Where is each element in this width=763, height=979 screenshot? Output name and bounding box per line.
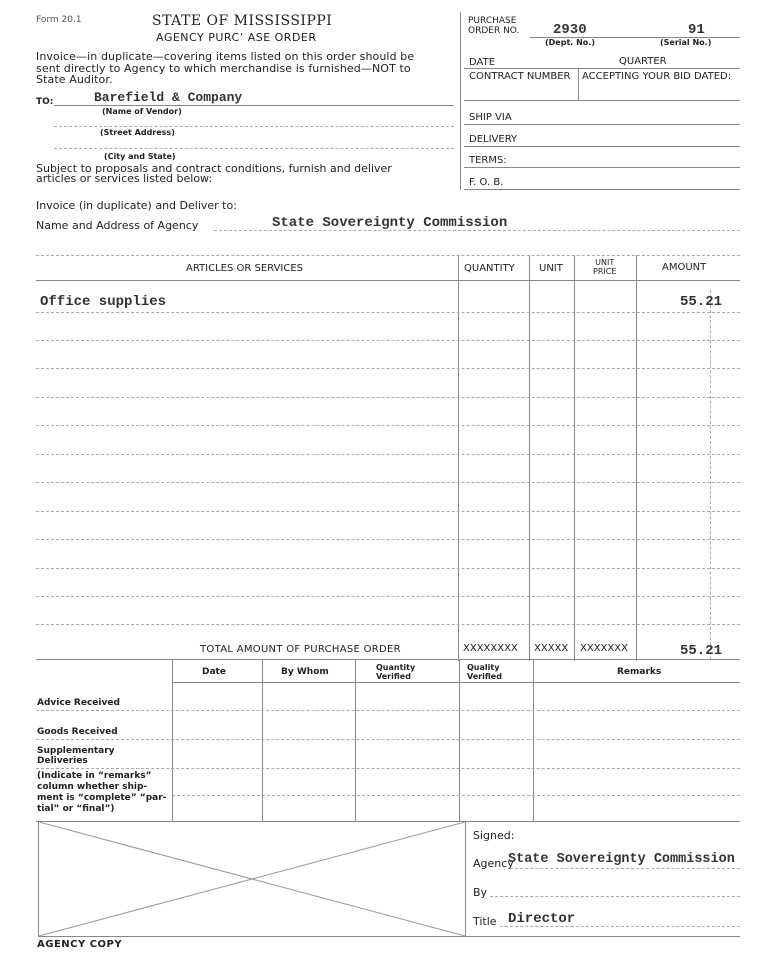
vendor-name: Barefield & Company — [94, 90, 243, 105]
sig-agency-label: Agency — [473, 857, 514, 870]
sig-agency-line — [510, 868, 740, 869]
delivery-label: DELIVERY — [469, 134, 518, 145]
accepting-bid-label: ACCEPTING YOUR BID DATED: — [582, 71, 732, 82]
vendor-name-line — [54, 105, 454, 106]
goods-received-label: Goods Received — [37, 727, 118, 737]
receipt-note-line: ment is “complete” “par- — [37, 793, 167, 803]
items-header-line — [36, 280, 740, 281]
agency-copy-label: AGENCY COPY — [37, 939, 123, 950]
form-id: Form 20.1 — [36, 15, 82, 25]
invoice-note-line: sent directly to Agency to which merchandise is furnished—NOT to — [36, 62, 411, 75]
receipt-by-header: By Whom — [281, 667, 329, 677]
sig-agency-value: State Sovereignty Commission — [508, 852, 735, 867]
sig-title-label: Title — [473, 915, 497, 928]
contract-number-label: CONTRACT NUMBER — [469, 71, 571, 82]
receipt-col-remarks — [533, 660, 534, 822]
unit-price-header — [593, 258, 616, 276]
item-row-line — [36, 397, 740, 398]
item-row-line — [36, 539, 740, 540]
invoice-deliver-label: Invoice (in duplicate) and Deliver to: — [36, 199, 237, 212]
receipt-qty-header — [376, 663, 415, 681]
street-label: (Street Address) — [100, 128, 175, 137]
amount-header: AMOUNT — [662, 262, 707, 273]
receipt-qty-header-line: Quantity — [376, 663, 416, 672]
invoice-note-line: State Auditor. — [36, 73, 113, 86]
item-row-line — [36, 340, 740, 341]
city-line — [54, 148, 454, 149]
col-line-amount — [636, 255, 637, 661]
item-row-line — [36, 425, 740, 426]
po-label — [468, 16, 519, 36]
receipt-row-line — [36, 739, 740, 740]
invoice-note — [36, 50, 454, 86]
receipt-date-header: Date — [202, 667, 226, 677]
state-title: STATE OF MISSISSIPPI — [152, 13, 333, 29]
ship-via-line — [464, 124, 740, 125]
sig-bottom-line — [464, 936, 740, 937]
receipt-qty-header-line: Verified — [376, 672, 411, 681]
item-row-line — [36, 596, 740, 597]
terms-line — [464, 167, 740, 168]
date-label: DATE — [469, 57, 496, 68]
col-line-price — [574, 255, 575, 661]
agency-label: Name and Address of Agency — [36, 219, 199, 232]
sig-by-line — [490, 896, 740, 897]
total-line — [36, 659, 740, 660]
contract-line — [464, 100, 740, 101]
items-top-line — [36, 255, 740, 256]
receipt-note-line: tial” or “final”) — [37, 804, 115, 814]
item-amount: 55.21 — [680, 294, 723, 310]
street-line — [54, 126, 454, 127]
item-row-line — [36, 511, 740, 512]
contract-divider — [578, 68, 579, 100]
supplementary-label-line: Supplementary — [37, 746, 115, 756]
stamp-box-cross — [39, 822, 465, 936]
to-label: TO: — [36, 97, 54, 107]
articles-header: ARTICLES OR SERVICES — [186, 263, 304, 274]
item-row-line — [36, 368, 740, 369]
total-price-mask: XXXXXXX — [580, 643, 628, 654]
receipt-col-qty — [355, 660, 356, 822]
date-line — [464, 68, 740, 69]
ship-via-label: SHIP VIA — [469, 112, 512, 123]
item-row-line — [36, 624, 740, 625]
receipt-note-line: column whether ship- — [37, 782, 148, 792]
subject-note-line: articles or services listed below: — [36, 172, 213, 185]
stamp-box — [38, 822, 466, 937]
receipt-col-date — [172, 660, 173, 822]
unit-price-header-line: PRICE — [593, 267, 617, 276]
receipt-quality-header-line: Verified — [467, 672, 502, 681]
header-divider — [460, 12, 461, 190]
col-line-quantity — [458, 255, 459, 661]
unit-price-header-line: UNIT — [595, 258, 615, 267]
receipt-row-line — [172, 795, 740, 796]
subject-note-line: Subject to proposals and contract conditions, furnish and deliver — [36, 162, 392, 175]
total-amount: 55.21 — [680, 643, 723, 659]
unit-header: UNIT — [539, 263, 563, 274]
receipt-quality-header-line: Quality — [467, 663, 500, 672]
signed-label: Signed: — [473, 829, 515, 842]
delivery-line — [464, 146, 740, 147]
subject-note — [36, 162, 454, 185]
form-title: AGENCY PURC’ ASE ORDER — [156, 31, 317, 44]
receipt-col-by — [262, 660, 263, 822]
terms-label: TERMS: — [469, 155, 507, 166]
fob-line — [464, 189, 740, 190]
receipt-header-line — [172, 682, 740, 683]
total-quantity-mask: XXXXXXXX — [463, 643, 518, 654]
total-unit-mask: XXXXX — [534, 643, 569, 654]
sig-title-value: Director — [508, 911, 576, 927]
item-row-line — [36, 312, 740, 313]
receipt-note-line: (Indicate in “remarks” — [37, 771, 152, 781]
receipt-row-line — [36, 710, 740, 711]
item-row-line — [36, 568, 740, 569]
dept-no-label: (Dept. No.) — [545, 38, 595, 47]
supplementary-label-line: Deliveries — [37, 756, 88, 766]
total-label: TOTAL AMOUNT OF PURCHASE ORDER — [200, 644, 401, 655]
dept-no: 2930 — [553, 22, 587, 38]
receipt-note — [37, 771, 166, 815]
col-line-unit — [529, 255, 530, 661]
invoice-note-line: Invoice—in duplicate—covering items listed on this order should be — [36, 50, 415, 63]
receipt-remarks-header: Remarks — [617, 667, 662, 677]
city-label: (City and State) — [104, 152, 176, 161]
serial-no: 91 — [688, 22, 705, 38]
quantity-header: QUANTITY — [464, 263, 515, 274]
item-row-line — [36, 454, 740, 455]
po-label-line: PURCHASE — [468, 16, 517, 26]
supplementary-label — [37, 746, 115, 766]
advice-received-label: Advice Received — [37, 698, 120, 708]
sig-title-line — [500, 926, 740, 927]
vendor-name-label: (Name of Vendor) — [102, 107, 182, 116]
receipt-row-line — [36, 768, 740, 769]
serial-no-label: (Serial No.) — [660, 38, 712, 47]
item-article: Office supplies — [40, 294, 167, 310]
agency-name: State Sovereignty Commission — [272, 215, 508, 231]
receipt-quality-header — [467, 663, 502, 681]
fob-label: F. O. B. — [469, 177, 504, 188]
quarter-label: QUARTER — [619, 56, 667, 67]
col-line-cents — [710, 290, 711, 660]
receipt-col-quality — [459, 660, 460, 822]
sig-by-label: By — [473, 886, 488, 899]
item-row-line — [36, 482, 740, 483]
po-label-line: ORDER NO. — [468, 26, 520, 36]
